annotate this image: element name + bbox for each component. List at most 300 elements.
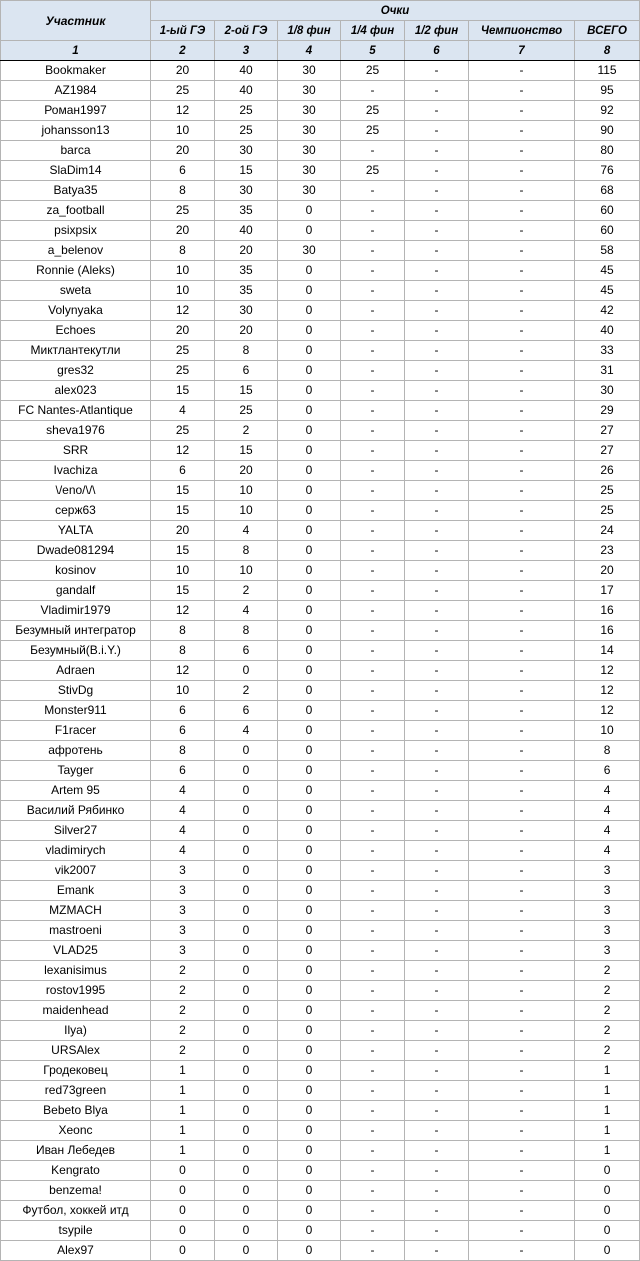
r16-points: 0 [278, 721, 341, 741]
champ-points: - [469, 141, 575, 161]
participant-name: Silver27 [1, 821, 151, 841]
champ-points: - [469, 921, 575, 941]
ge2-points: 15 [215, 441, 278, 461]
participant-name: Xeonc [1, 1121, 151, 1141]
qf-points: - [341, 541, 405, 561]
r16-points: 30 [278, 101, 341, 121]
champ-points: - [469, 441, 575, 461]
ge2-points: 10 [215, 481, 278, 501]
ge1-points: 10 [151, 681, 215, 701]
table-row [1, 981, 640, 1001]
champ-points: - [469, 621, 575, 641]
participant-name: benzema! [1, 1181, 151, 1201]
participant-name: MZMACH [1, 901, 151, 921]
col-number: 3 [215, 41, 278, 61]
champ-points: - [469, 641, 575, 661]
participant-name: a_belenov [1, 241, 151, 261]
ge1-points: 8 [151, 181, 215, 201]
ge2-points: 30 [215, 141, 278, 161]
ge1-points: 8 [151, 741, 215, 761]
r16-points: 0 [278, 981, 341, 1001]
ge2-points: 0 [215, 861, 278, 881]
table-row [1, 1001, 640, 1021]
ge2-points: 20 [215, 241, 278, 261]
sf-points: - [405, 181, 469, 201]
participant-name: vladimirych [1, 841, 151, 861]
ge1-points: 0 [151, 1221, 215, 1241]
participant-name: Иван Лебедев [1, 1141, 151, 1161]
qf-points: - [341, 501, 405, 521]
champ-points: - [469, 361, 575, 381]
ge1-points: 4 [151, 401, 215, 421]
champ-points: - [469, 421, 575, 441]
table-row [1, 861, 640, 881]
sf-points: - [405, 141, 469, 161]
table-row [1, 721, 640, 741]
sf-points: - [405, 501, 469, 521]
ge1-points: 10 [151, 281, 215, 301]
ge2-points: 6 [215, 641, 278, 661]
total-points: 58 [575, 241, 640, 261]
total-points: 2 [575, 981, 640, 1001]
qf-points: - [341, 621, 405, 641]
ge2-points: 2 [215, 681, 278, 701]
champ-points: - [469, 121, 575, 141]
ge1-points: 20 [151, 321, 215, 341]
sf-points: - [405, 881, 469, 901]
ge2-points: 0 [215, 841, 278, 861]
sf-points: - [405, 441, 469, 461]
ge2-points: 20 [215, 321, 278, 341]
sf-points: - [405, 1001, 469, 1021]
table-row [1, 841, 640, 861]
participant-name: Dwade081294 [1, 541, 151, 561]
champ-points: - [469, 1221, 575, 1241]
ge1-points: 6 [151, 461, 215, 481]
qf-points: - [341, 921, 405, 941]
r16-points: 0 [278, 1221, 341, 1241]
ge1-points: 2 [151, 961, 215, 981]
table-row [1, 541, 640, 561]
ge2-points: 0 [215, 781, 278, 801]
ge2-points: 15 [215, 161, 278, 181]
r16-points: 0 [278, 1141, 341, 1161]
qf-points: - [341, 721, 405, 741]
col-header-total: ВСЕГО [575, 21, 640, 41]
ge1-points: 2 [151, 1001, 215, 1021]
r16-points: 0 [278, 201, 341, 221]
col-number: 8 [575, 41, 640, 61]
total-points: 45 [575, 281, 640, 301]
ge1-points: 6 [151, 161, 215, 181]
ge1-points: 4 [151, 821, 215, 841]
total-points: 12 [575, 661, 640, 681]
r16-points: 0 [278, 601, 341, 621]
ge1-points: 25 [151, 81, 215, 101]
qf-points: 25 [341, 101, 405, 121]
participant-name: Ronnie (Aleks) [1, 261, 151, 281]
total-points: 92 [575, 101, 640, 121]
ge2-points: 0 [215, 1161, 278, 1181]
champ-points: - [469, 881, 575, 901]
participant-name: AZ1984 [1, 81, 151, 101]
sf-points: - [405, 121, 469, 141]
ge2-points: 0 [215, 941, 278, 961]
r16-points: 0 [278, 401, 341, 421]
qf-points: - [341, 661, 405, 681]
table-row [1, 621, 640, 641]
ge2-points: 0 [215, 901, 278, 921]
col-header-qf: 1/4 фин [341, 21, 405, 41]
champ-points: - [469, 661, 575, 681]
champ-points: - [469, 941, 575, 961]
table-row [1, 441, 640, 461]
qf-points: - [341, 741, 405, 761]
col-number: 1 [1, 41, 151, 61]
r16-points: 0 [278, 1201, 341, 1221]
sf-points: - [405, 401, 469, 421]
qf-points: - [341, 221, 405, 241]
total-points: 23 [575, 541, 640, 561]
participant-name: StivDg [1, 681, 151, 701]
col-number: 7 [469, 41, 575, 61]
table-row [1, 741, 640, 761]
participant-name: Emank [1, 881, 151, 901]
r16-points: 0 [278, 841, 341, 861]
total-points: 1 [575, 1101, 640, 1121]
sf-points: - [405, 1101, 469, 1121]
total-points: 17 [575, 581, 640, 601]
ge1-points: 0 [151, 1201, 215, 1221]
champ-points: - [469, 721, 575, 741]
participant-name: sweta [1, 281, 151, 301]
ge2-points: 35 [215, 281, 278, 301]
participant-name: Artem 95 [1, 781, 151, 801]
champ-points: - [469, 461, 575, 481]
table-row [1, 961, 640, 981]
table-row [1, 281, 640, 301]
ge1-points: 0 [151, 1181, 215, 1201]
sf-points: - [405, 221, 469, 241]
ge2-points: 0 [215, 961, 278, 981]
ge2-points: 0 [215, 1121, 278, 1141]
ge1-points: 2 [151, 1021, 215, 1041]
total-points: 3 [575, 881, 640, 901]
sf-points: - [405, 841, 469, 861]
champ-points: - [469, 261, 575, 281]
champ-points: - [469, 101, 575, 121]
qf-points: - [341, 301, 405, 321]
total-points: 3 [575, 861, 640, 881]
participant-name: Volynyaka [1, 301, 151, 321]
ge1-points: 10 [151, 561, 215, 581]
total-points: 14 [575, 641, 640, 661]
table-header [1, 1, 640, 61]
table-row [1, 101, 640, 121]
ge2-points: 35 [215, 201, 278, 221]
participant-name: Миктлантекутли [1, 341, 151, 361]
champ-points: - [469, 841, 575, 861]
r16-points: 0 [278, 481, 341, 501]
qf-points: - [341, 1141, 405, 1161]
participant-header: Участник [1, 1, 151, 41]
col-header-sf: 1/2 фин [405, 21, 469, 41]
champ-points: - [469, 981, 575, 1001]
qf-points: - [341, 681, 405, 701]
ge1-points: 15 [151, 381, 215, 401]
participant-name: vik2007 [1, 861, 151, 881]
champ-points: - [469, 1041, 575, 1061]
participant-name: sheva1976 [1, 421, 151, 441]
ge1-points: 4 [151, 801, 215, 821]
qf-points: - [341, 281, 405, 301]
ge2-points: 0 [215, 1181, 278, 1201]
table-row [1, 901, 640, 921]
ge1-points: 15 [151, 501, 215, 521]
qf-points: - [341, 1181, 405, 1201]
qf-points: - [341, 641, 405, 661]
col-header-ge2: 2-ой ГЭ [215, 21, 278, 41]
total-points: 4 [575, 821, 640, 841]
ge1-points: 2 [151, 981, 215, 1001]
total-points: 95 [575, 81, 640, 101]
ge1-points: 1 [151, 1081, 215, 1101]
total-points: 12 [575, 701, 640, 721]
champ-points: - [469, 181, 575, 201]
table-row [1, 1081, 640, 1101]
qf-points: - [341, 81, 405, 101]
champ-points: - [469, 341, 575, 361]
sf-points: - [405, 521, 469, 541]
champ-points: - [469, 561, 575, 581]
table-row [1, 701, 640, 721]
sf-points: - [405, 781, 469, 801]
ge2-points: 15 [215, 381, 278, 401]
total-points: 33 [575, 341, 640, 361]
champ-points: - [469, 501, 575, 521]
champ-points: - [469, 601, 575, 621]
table-row [1, 1121, 640, 1141]
total-points: 1 [575, 1141, 640, 1161]
sf-points: - [405, 741, 469, 761]
table-row [1, 1041, 640, 1061]
champ-points: - [469, 1121, 575, 1141]
champ-points: - [469, 541, 575, 561]
champ-points: - [469, 801, 575, 821]
table-body [1, 61, 640, 1261]
ge1-points: 4 [151, 841, 215, 861]
ge1-points: 3 [151, 941, 215, 961]
ge2-points: 0 [215, 921, 278, 941]
table-row [1, 681, 640, 701]
participant-name: maidenhead [1, 1001, 151, 1021]
qf-points: - [341, 701, 405, 721]
table-row [1, 921, 640, 941]
participant-name: kosinov [1, 561, 151, 581]
sf-points: - [405, 321, 469, 341]
col-number: 6 [405, 41, 469, 61]
sf-points: - [405, 201, 469, 221]
total-points: 4 [575, 781, 640, 801]
ge2-points: 2 [215, 581, 278, 601]
ge1-points: 25 [151, 341, 215, 361]
champ-points: - [469, 221, 575, 241]
table-row [1, 81, 640, 101]
table-row [1, 301, 640, 321]
ge2-points: 0 [215, 1141, 278, 1161]
r16-points: 0 [278, 821, 341, 841]
total-points: 8 [575, 741, 640, 761]
ge1-points: 20 [151, 61, 215, 81]
r16-points: 0 [278, 961, 341, 981]
participant-name: mastroeni [1, 921, 151, 941]
sf-points: - [405, 961, 469, 981]
r16-points: 0 [278, 321, 341, 341]
participant-name: FC Nantes-Atlantique [1, 401, 151, 421]
ge1-points: 3 [151, 901, 215, 921]
qf-points: - [341, 1201, 405, 1221]
qf-points: - [341, 1021, 405, 1041]
participant-name: lexanisimus [1, 961, 151, 981]
champ-points: - [469, 1161, 575, 1181]
ge2-points: 0 [215, 1021, 278, 1041]
participant-name: VLAD25 [1, 941, 151, 961]
r16-points: 0 [278, 1101, 341, 1121]
total-points: 3 [575, 921, 640, 941]
total-points: 40 [575, 321, 640, 341]
champ-points: - [469, 1081, 575, 1101]
ge2-points: 0 [215, 661, 278, 681]
total-points: 6 [575, 761, 640, 781]
participant-name: SlaDim14 [1, 161, 151, 181]
champ-points: - [469, 1001, 575, 1021]
r16-points: 0 [278, 1121, 341, 1141]
sf-points: - [405, 481, 469, 501]
table-row [1, 641, 640, 661]
sf-points: - [405, 161, 469, 181]
qf-points: - [341, 861, 405, 881]
participant-name: barca [1, 141, 151, 161]
ge2-points: 0 [215, 1001, 278, 1021]
qf-points: - [341, 821, 405, 841]
table-row [1, 381, 640, 401]
table-row [1, 221, 640, 241]
total-points: 90 [575, 121, 640, 141]
r16-points: 0 [278, 681, 341, 701]
sf-points: - [405, 101, 469, 121]
r16-points: 30 [278, 81, 341, 101]
table-row [1, 1201, 640, 1221]
r16-points: 0 [278, 1061, 341, 1081]
total-points: 76 [575, 161, 640, 181]
sf-points: - [405, 701, 469, 721]
ge1-points: 0 [151, 1161, 215, 1181]
table-row [1, 361, 640, 381]
table-row [1, 421, 640, 441]
r16-points: 0 [278, 781, 341, 801]
table-row [1, 801, 640, 821]
r16-points: 30 [278, 181, 341, 201]
sf-points: - [405, 801, 469, 821]
total-points: 4 [575, 841, 640, 861]
ge2-points: 4 [215, 521, 278, 541]
qf-points: - [341, 481, 405, 501]
ge1-points: 3 [151, 881, 215, 901]
table-row [1, 1241, 640, 1261]
ge2-points: 4 [215, 721, 278, 741]
participant-name: za_football [1, 201, 151, 221]
table-row [1, 241, 640, 261]
participant-name: \/eno/\/\ [1, 481, 151, 501]
participant-name: johansson13 [1, 121, 151, 141]
champ-points: - [469, 741, 575, 761]
qf-points: - [341, 261, 405, 281]
table-row [1, 341, 640, 361]
champ-points: - [469, 1101, 575, 1121]
sf-points: - [405, 361, 469, 381]
ge2-points: 0 [215, 801, 278, 821]
champ-points: - [469, 241, 575, 261]
ge2-points: 30 [215, 181, 278, 201]
r16-points: 0 [278, 461, 341, 481]
champ-points: - [469, 701, 575, 721]
ge1-points: 25 [151, 421, 215, 441]
total-points: 24 [575, 521, 640, 541]
total-points: 68 [575, 181, 640, 201]
ge2-points: 8 [215, 621, 278, 641]
champ-points: - [469, 301, 575, 321]
ge1-points: 3 [151, 861, 215, 881]
participant-name: Безумный интегратор [1, 621, 151, 641]
r16-points: 0 [278, 261, 341, 281]
participant-name: gres32 [1, 361, 151, 381]
sf-points: - [405, 81, 469, 101]
total-points: 0 [575, 1201, 640, 1221]
r16-points: 0 [278, 281, 341, 301]
champ-points: - [469, 281, 575, 301]
champ-points: - [469, 81, 575, 101]
total-points: 30 [575, 381, 640, 401]
total-points: 0 [575, 1241, 640, 1261]
sf-points: - [405, 1081, 469, 1101]
qf-points: - [341, 781, 405, 801]
sf-points: - [405, 761, 469, 781]
total-points: 26 [575, 461, 640, 481]
r16-points: 0 [278, 641, 341, 661]
sf-points: - [405, 721, 469, 741]
sf-points: - [405, 61, 469, 81]
table-row [1, 181, 640, 201]
r16-points: 0 [278, 621, 341, 641]
total-points: 1 [575, 1061, 640, 1081]
ge1-points: 6 [151, 701, 215, 721]
ge2-points: 0 [215, 1201, 278, 1221]
ge1-points: 6 [151, 721, 215, 741]
total-points: 60 [575, 201, 640, 221]
participant-name: Футбол, хоккей итд [1, 1201, 151, 1221]
sf-points: - [405, 901, 469, 921]
participant-name: F1racer [1, 721, 151, 741]
qf-points: 25 [341, 61, 405, 81]
total-points: 20 [575, 561, 640, 581]
qf-points: - [341, 401, 405, 421]
ge2-points: 25 [215, 101, 278, 121]
r16-points: 0 [278, 1081, 341, 1101]
table-row [1, 501, 640, 521]
r16-points: 30 [278, 141, 341, 161]
participant-name: серж63 [1, 501, 151, 521]
r16-points: 30 [278, 61, 341, 81]
